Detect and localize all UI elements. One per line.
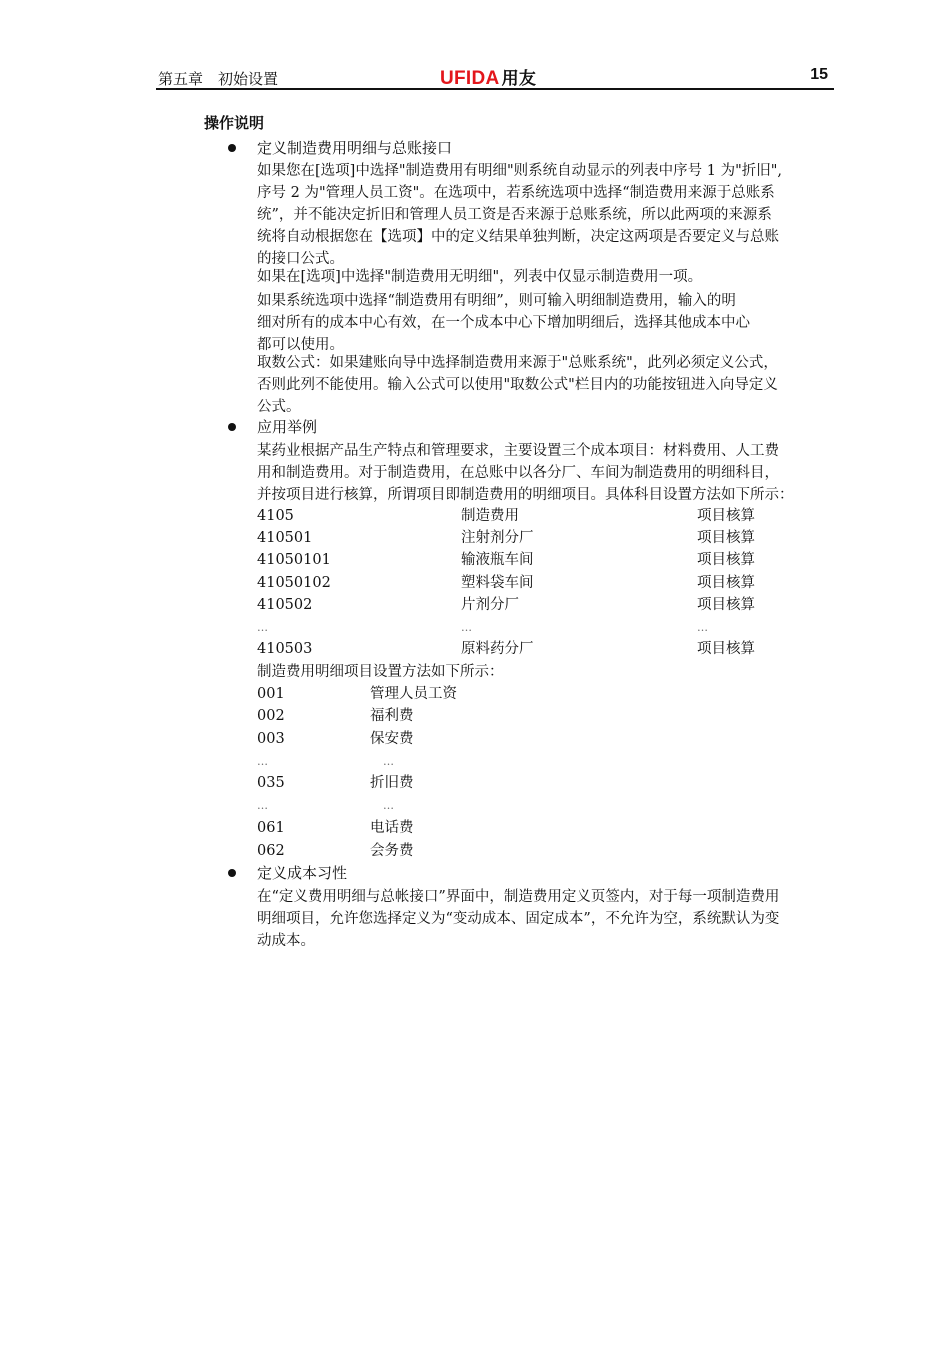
account-row <box>257 505 831 527</box>
detail-intro-text: 制造费用明细项目设置方法如下所示： <box>257 664 504 680</box>
page-number: 15 <box>810 66 828 83</box>
account-row <box>257 638 831 660</box>
account-name: 塑料袋车间 <box>461 575 534 591</box>
text-line: 统将自动根据您在【选项】中的定义结果单独判断，决定这两项是否要定义与总账 <box>257 229 779 245</box>
paragraph <box>257 266 831 288</box>
detail-row <box>257 705 831 727</box>
paragraph <box>257 290 831 356</box>
detail-code: 062 <box>257 843 285 859</box>
detail-row <box>257 772 831 794</box>
detail-name: 电话费 <box>370 820 414 836</box>
account-name: 片剂分厂 <box>461 597 519 613</box>
detail-code: … <box>257 755 268 768</box>
account-code: 4105 <box>257 508 294 524</box>
account-name: 输液瓶车间 <box>461 552 534 568</box>
section-title: 操作说明 <box>204 114 265 132</box>
paragraph <box>257 440 831 506</box>
account-code: 410503 <box>257 641 313 657</box>
paragraph <box>257 886 831 952</box>
detail-name: 会务费 <box>370 843 414 859</box>
text-line: 取数公式：如果建账向导中选择制造费用来源于"总账系统"，此列必须定义公式， <box>257 355 778 371</box>
logo-latin: UFIDA <box>440 68 500 89</box>
detail-row <box>257 683 831 705</box>
detail-row <box>257 840 831 862</box>
bullet-icon <box>228 144 236 152</box>
account-code: 41050102 <box>257 575 331 591</box>
item-title: 定义制造费用明细与总账接口 <box>257 139 453 157</box>
bullet-icon <box>228 869 236 877</box>
account-type: 项目核算 <box>697 530 755 546</box>
text-line: 公式。 <box>257 399 301 415</box>
account-type: 项目核算 <box>697 575 755 591</box>
account-code: 41050101 <box>257 552 331 568</box>
detail-row <box>257 817 831 839</box>
detail-name: 管理人员工资 <box>370 686 457 702</box>
account-code: … <box>257 621 268 634</box>
text-line: 用和制造费用。对于制造费用，在总账中以各分厂、车间为制造费用的明细科目， <box>257 465 779 481</box>
text-line: 如果您在[选项]中选择"制造费用有明细"则系统自动显示的列表中序号 1 为"折旧", <box>257 163 783 179</box>
page-header <box>158 66 832 88</box>
detail-row <box>257 751 831 773</box>
account-row <box>257 527 831 549</box>
text-line: 某药业根据产品生产特点和管理要求，主要设置三个成本项目：材料费用、人工费 <box>257 443 779 459</box>
account-name: 制造费用 <box>461 508 519 524</box>
header-rule <box>156 88 834 90</box>
text-line: 并按项目进行核算，所谓项目即制造费用的明细项目。具体科目设置方法如下所示： <box>257 487 794 503</box>
text-line: 否则此列不能使用。输入公式可以使用"取数公式"栏目内的功能按钮进入向导定义 <box>257 377 778 393</box>
account-row <box>257 549 831 571</box>
text-line: 动成本。 <box>257 933 315 949</box>
account-row <box>257 617 831 639</box>
account-row <box>257 594 831 616</box>
account-type: 项目核算 <box>697 508 755 524</box>
bullet-icon <box>228 423 236 431</box>
detail-code: 035 <box>257 775 285 791</box>
detail-name: 保安费 <box>370 731 414 747</box>
account-type: … <box>697 621 708 634</box>
detail-name: … <box>383 755 394 768</box>
text-line: 在“定义费用明细与总帐接口”界面中，制造费用定义页签内，对于每一项制造费用 <box>257 889 780 905</box>
detail-code: 061 <box>257 820 285 836</box>
detail-code: 001 <box>257 686 285 702</box>
ufida-logo <box>440 64 536 90</box>
text-line: 细对所有的成本中心有效，在一个成本中心下增加明细后，选择其他成本中心 <box>257 315 750 331</box>
account-name: … <box>461 621 472 634</box>
detail-name: … <box>383 799 394 812</box>
account-row <box>257 572 831 594</box>
detail-code: 003 <box>257 731 285 747</box>
text-line: 如果系统选项中选择“制造费用有明细”，则可输入明细制造费用，输入的明 <box>257 293 736 309</box>
detail-row <box>257 728 831 750</box>
account-type: 项目核算 <box>697 552 755 568</box>
account-name: 注射剂分厂 <box>461 530 534 546</box>
detail-row <box>257 795 831 817</box>
account-type: 项目核算 <box>697 641 755 657</box>
text-line: 的接口公式。 <box>257 251 344 267</box>
account-code: 410502 <box>257 597 313 613</box>
logo-cn: 用友 <box>501 69 537 88</box>
item-title: 应用举例 <box>257 418 318 436</box>
text-line: 序号 2 为"管理人员工资"。在选项中，若系统选项中选择“制造费用来源于总账系 <box>257 185 775 201</box>
detail-name: 福利费 <box>370 708 414 724</box>
account-name: 原料药分厂 <box>461 641 534 657</box>
item-title: 定义成本习性 <box>257 864 348 882</box>
text-line: 明细项目，允许您选择定义为“变动成本、固定成本”，不允许为空，系统默认为变 <box>257 911 780 927</box>
paragraph <box>257 160 831 270</box>
detail-code: 002 <box>257 708 285 724</box>
text-line: 统”，并不能决定折旧和管理人员工资是否来源于总账系统，所以此两项的来源系 <box>257 207 772 223</box>
detail-intro <box>257 661 831 683</box>
detail-name: 折旧费 <box>370 775 414 791</box>
account-type: 项目核算 <box>697 597 755 613</box>
paragraph <box>257 352 831 418</box>
text-line: 都可以使用。 <box>257 337 344 353</box>
text-line: 如果在[选项]中选择"制造费用无明细"，列表中仅显示制造费用一项。 <box>257 269 703 285</box>
account-code: 410501 <box>257 530 313 546</box>
chapter-title: 第五章 初始设置 <box>158 70 279 88</box>
detail-code: … <box>257 799 268 812</box>
